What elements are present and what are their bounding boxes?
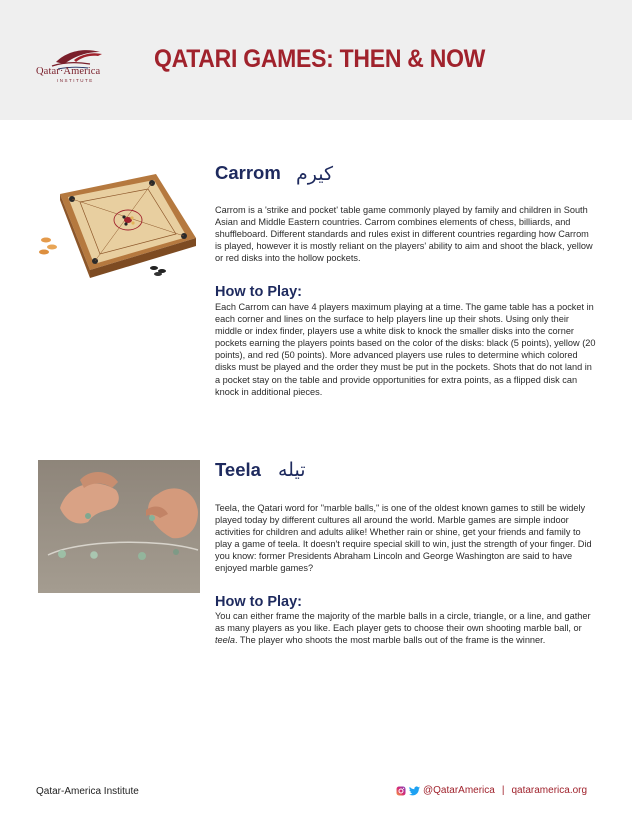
teela-arabic-title: تيله bbox=[278, 459, 306, 481]
page-title: QATARI GAMES: THEN & NOW bbox=[154, 45, 486, 73]
teela-intro-paragraph: Teela, the Qatari word for "marble balls," is one of the oldest known games to still be widely played today by different cultures all around the world. Marble games are simple indoor activities for children and adults alike! Whether rain or shine, get your friends and family to play a game of teela. It doesn't require special skill to win, just the strength of your finger. Did you know: former Presidents Abraham Lincoln and George Washington are said to have enjoyed marble games? bbox=[215, 503, 592, 574]
teela-how-to-play-paragraph bbox=[215, 610, 597, 646]
footer-separator: | bbox=[501, 785, 505, 796]
footer-website-link[interactable]: qataramerica.org bbox=[511, 785, 588, 796]
footer-social-handle[interactable]: @QatarAmerica bbox=[423, 785, 495, 796]
carrom-title: Carrom bbox=[215, 162, 281, 183]
carrom-how-to-play-paragraph: Each Carrom can have 4 players maximum playing at a time. The game table has a pocket in each corner and lines on the surface to help players line up their shots. Using only their middle or index finder, players use a white disk to knock the smaller disks into the corner pockets earning the players points based on the color of the disks: black (5 points), yellow (20 points), and red (50 points). More advanced players use rules to determine which colored disks must be played and the order they must be put in the pockets. Shots that do not land in a pocket stay on the table and provide opportunities for extra points, as a flipped disk can knock in additional pieces. bbox=[215, 302, 596, 397]
footer-organization: Qatar-America Institute bbox=[36, 786, 139, 797]
teela-marbles-image bbox=[38, 460, 200, 593]
twitter-icon[interactable] bbox=[409, 786, 420, 796]
logo-subtitle: INSTITUTE bbox=[57, 78, 94, 83]
header-band bbox=[0, 0, 632, 120]
instagram-icon[interactable] bbox=[396, 786, 406, 796]
teela-title: Teela bbox=[215, 459, 261, 480]
carrom-board-image bbox=[38, 168, 200, 280]
logo-wordmark: Qatar·America bbox=[36, 66, 101, 77]
carrom-arabic-title: كيرم bbox=[296, 163, 334, 185]
carrom-intro-paragraph: Carrom is a 'strike and pocket' table game commonly played by family and children in South Asian and Middle Eastern countries. Carrom combines elements of chess, billiards, and shuffleboard. Different standards and rules exist in different countries regarding how Carrom is played, however it is mostly reliant on the players' ability to aim and shoot the black, yellow or red disks into the hollow pockets. bbox=[215, 205, 593, 264]
footer-social bbox=[396, 785, 587, 796]
teela-howto-italic-word: teela bbox=[215, 635, 235, 646]
teela-how-to-play-heading: How to Play: bbox=[215, 594, 303, 610]
carrom-how-to-play-heading: How to Play: bbox=[215, 284, 303, 300]
teela-howto-text-end: . The player who shoots the most marble balls out of the frame is the winner. bbox=[234, 635, 546, 646]
teela-howto-text-start: You can either frame the majority of the marble balls in a circle, triangle, or a line, and gather as many players as you like. Each player gets to choose their own shooting marble ball, or bbox=[215, 611, 591, 634]
